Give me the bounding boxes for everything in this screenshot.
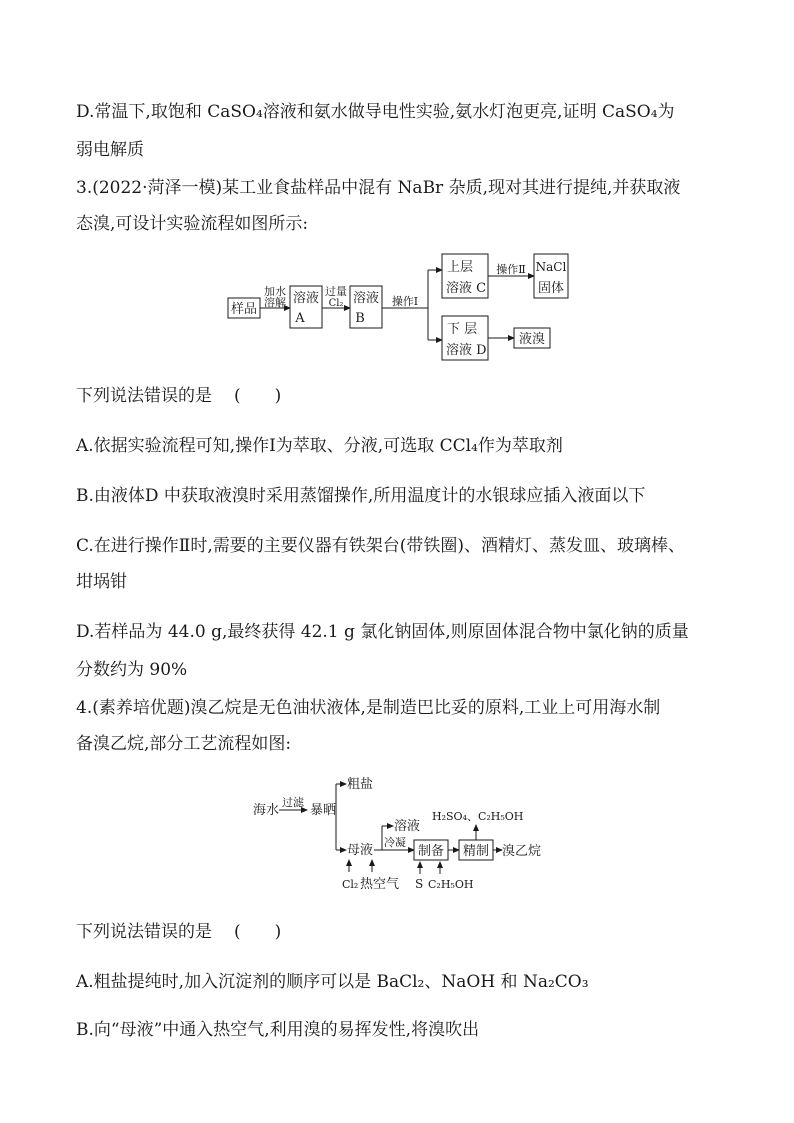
op-cl2-1: 过量 — [325, 285, 347, 298]
crude-salt-label: 粗盐 — [347, 777, 374, 792]
solution-b-2: B — [355, 311, 365, 326]
sample-label: 样品 — [230, 302, 258, 317]
ethanol-label: C₂H₅OH — [428, 878, 474, 891]
question-4-line-2: 备溴乙烷,部分工艺流程如图: — [76, 734, 292, 754]
q4-option-a: A.粗盐提纯时,加入沉淀剂的顺序可以是 BaCl₂、NaOH 和 Na₂CO₃ — [76, 972, 589, 992]
q4-answer-paren: ( ) — [234, 922, 282, 942]
prepare-label: 制备 — [417, 844, 445, 859]
refine-label: 精制 — [462, 844, 490, 859]
filter-label: 过滤 — [282, 796, 304, 809]
q3-option-d-line-1: D.若样品为 44.0 g,最终获得 42.1 g 氯化钠固体,则原固体混合物中氯化钠的质量 — [76, 622, 689, 642]
solution-label: 溶液 — [394, 819, 421, 834]
q3-stem-text: 下列说法错误的是 — [76, 386, 212, 406]
question-3-stem — [76, 384, 281, 408]
flow-diagram-2 — [0, 770, 794, 900]
option-d-line-2: 弱电解质 — [76, 140, 144, 160]
op-cl2-2: Cl₂ — [328, 298, 344, 309]
q4-stem-text: 下列说法错误的是 — [76, 922, 212, 942]
q4-option-b: B.向“母液”中通入热空气,利用溴的易挥发性,将溴吹出 — [76, 1020, 480, 1040]
product-label: 溴乙烷 — [502, 844, 542, 859]
q3-option-b: B.由液体D 中获取液溴时采用蒸馏操作,所用温度计的水银球应插入液面以下 — [76, 486, 646, 506]
q3-option-c-line-2: 坩埚钳 — [76, 572, 127, 592]
lower-layer-2: 溶液 D — [446, 343, 487, 358]
solution-a-1: 溶液 — [292, 291, 320, 306]
sulfur-label: S — [415, 877, 424, 891]
question-3-line-2: 态溴,可设计实验流程如图所示: — [76, 214, 309, 234]
nacl-2: 固体 — [537, 281, 565, 296]
op1-label: 操作Ⅰ — [391, 295, 419, 308]
hot-air-label: 热空气 — [360, 877, 400, 892]
cl2-label: Cl₂ — [342, 878, 359, 891]
flow-diagram-1 — [0, 240, 794, 370]
solution-a-2: A — [295, 311, 305, 326]
question-4-stem — [76, 920, 281, 944]
option-d-line-1: D.常温下,取饱和 CaSO₄溶液和氨水做导电性实验,氨水灯泡更亮,证明 CaSO₄为 — [76, 102, 675, 122]
question-4-line-1: 4.(素养培优题)溴乙烷是无色油状液体,是制造巴比妥的原料,工业上可用海水制 — [76, 698, 661, 718]
q3-option-c-line-1: C.在进行操作Ⅱ时,需要的主要仪器有铁架台(带铁圈)、酒精灯、蒸发皿、玻璃棒、 — [76, 536, 686, 556]
nacl-1: NaCl — [535, 260, 567, 274]
q3-option-d-line-2: 分数约为 90% — [76, 660, 188, 680]
mother-liquor-label: 母液 — [347, 843, 374, 858]
q3-option-a: A.依据实验流程可知,操作Ⅰ为萃取、分液,可选取 CCl₄作为萃取剂 — [76, 436, 563, 456]
seawater-label: 海水 — [253, 803, 280, 818]
liquid-bromine: 液溴 — [518, 332, 546, 347]
lower-layer-1: 下 层 — [447, 322, 478, 337]
op-water-1: 加水 — [264, 285, 286, 298]
sun-dry-label: 暴晒 — [310, 803, 337, 818]
op2-label: 操作Ⅱ — [496, 263, 526, 276]
q3-answer-paren: ( ) — [234, 386, 282, 406]
question-3-line-1: 3.(2022·菏泽一模)某工业食盐样品中混有 NaBr 杂质,现对其进行提纯,并获取液 — [76, 178, 681, 198]
upper-layer-2: 溶液 C — [446, 281, 487, 296]
op-water-2: 溶解 — [264, 296, 286, 309]
solution-b-1: 溶液 — [352, 291, 380, 306]
condense-label: 冷凝 — [384, 836, 406, 849]
top-reagents-label: H₂SO₄、C₂H₅OH — [432, 810, 524, 823]
upper-layer-1: 上层 — [447, 260, 474, 275]
